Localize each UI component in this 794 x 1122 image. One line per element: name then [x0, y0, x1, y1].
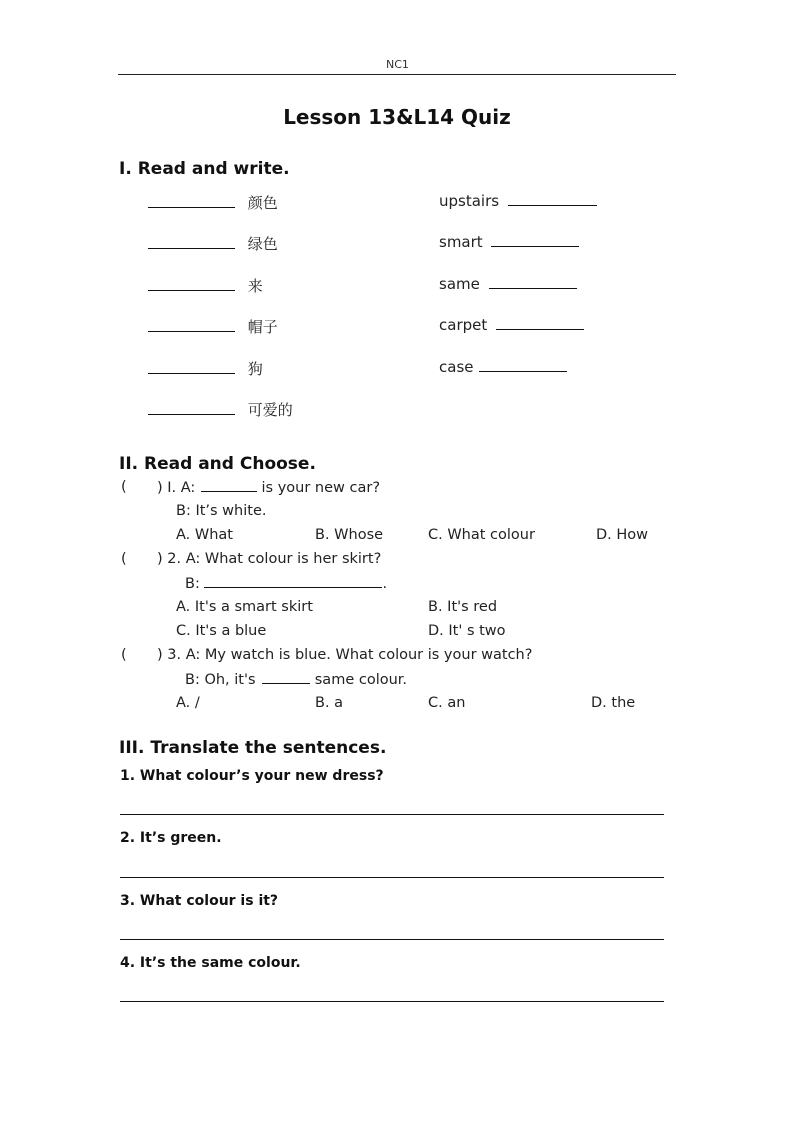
question-2-paren: ( [121, 551, 127, 567]
translate-sentence-3: 3. What colour is it? [120, 893, 279, 909]
write-item-label: 绿色 [247, 235, 278, 253]
answer-blank[interactable] [489, 276, 577, 289]
write-item-2 [148, 233, 278, 254]
answer-blank[interactable] [148, 402, 235, 415]
write-item-1 [148, 192, 278, 213]
answer-blank[interactable] [148, 236, 235, 249]
answer-line-3[interactable] [120, 939, 664, 940]
answer-blank[interactable] [491, 234, 579, 247]
write-item-9 [439, 275, 577, 293]
answer-blank[interactable] [262, 671, 310, 684]
answer-line-1[interactable] [120, 814, 664, 815]
answer-blank[interactable] [204, 575, 382, 588]
write-item-10 [439, 316, 584, 334]
option-3c[interactable]: C. an [428, 695, 466, 711]
answer-line-2[interactable] [120, 877, 664, 878]
write-item-4 [148, 316, 278, 337]
answer-blank[interactable] [496, 317, 584, 330]
reply-suffix: . [382, 576, 388, 592]
answer-blank[interactable] [148, 319, 235, 332]
write-item-label: case [439, 358, 474, 376]
section-3-heading: III. Translate the sentences. [119, 738, 387, 758]
option-2d[interactable]: D. It' s two [428, 623, 506, 639]
write-item-label: carpet [439, 316, 488, 334]
question-1-text-end: is your new car? [261, 480, 381, 496]
option-2a[interactable]: A. It's a smart skirt [176, 599, 313, 615]
answer-blank[interactable] [148, 195, 235, 208]
question-2-reply [185, 575, 387, 592]
write-item-7 [439, 192, 597, 210]
reply-suffix: same colour. [314, 672, 408, 688]
translate-sentence-4: 4. It’s the same colour. [120, 955, 301, 971]
option-2b[interactable]: B. It's red [428, 599, 498, 615]
write-item-label: 来 [247, 277, 263, 295]
answer-blank[interactable] [148, 361, 235, 374]
option-2c[interactable]: C. It's a blue [176, 623, 267, 639]
reply-prefix: B: [185, 576, 200, 592]
option-1b[interactable]: B. Whose [315, 527, 384, 543]
option-1c[interactable]: C. What colour [428, 527, 535, 543]
page-title: Lesson 13&L14 Quiz [283, 105, 511, 129]
answer-blank[interactable] [479, 359, 567, 372]
question-3-paren: ( [121, 647, 127, 663]
question-1 [157, 479, 380, 496]
answer-blank[interactable] [201, 479, 257, 492]
write-item-label: 狗 [247, 360, 263, 378]
write-item-label: 可爱的 [247, 401, 293, 419]
write-item-11 [439, 358, 567, 376]
write-item-label: same [439, 275, 480, 293]
answer-line-4[interactable] [120, 1001, 664, 1002]
write-item-label: 颜色 [247, 194, 278, 212]
option-3a[interactable]: A. / [176, 695, 200, 711]
write-item-6 [148, 399, 293, 420]
translate-sentence-2: 2. It’s green. [120, 830, 222, 846]
answer-blank[interactable] [508, 193, 597, 206]
section-1-heading: I. Read and write. [119, 159, 290, 179]
answer-blank[interactable] [148, 278, 235, 291]
option-1d[interactable]: D. How [596, 527, 649, 543]
write-item-3 [148, 275, 263, 296]
question-1-paren: ( [121, 479, 127, 495]
write-item-label: 帽子 [247, 318, 278, 336]
write-item-label: smart [439, 233, 483, 251]
write-item-label: upstairs [439, 192, 500, 210]
section-2-heading: II. Read and Choose. [119, 454, 316, 474]
question-3-reply [185, 671, 407, 688]
question-1-reply: B: It’s white. [176, 503, 267, 519]
option-3b[interactable]: B. a [315, 695, 344, 711]
reply-prefix: B: Oh, it's [185, 672, 256, 688]
option-3d[interactable]: D. the [591, 695, 636, 711]
option-1a[interactable]: A. What [176, 527, 233, 543]
question-3-text: ) 3. A: My watch is blue. What colour is your watch? [157, 647, 533, 663]
write-item-5 [148, 358, 263, 379]
question-1-text: ) I. A: [157, 480, 196, 496]
question-2-text: ) 2. A: What colour is her skirt? [157, 551, 382, 567]
header-code: NC1 [386, 58, 409, 71]
translate-sentence-1: 1. What colour’s your new dress? [120, 768, 384, 784]
write-item-8 [439, 233, 579, 251]
header-rule [118, 74, 676, 75]
